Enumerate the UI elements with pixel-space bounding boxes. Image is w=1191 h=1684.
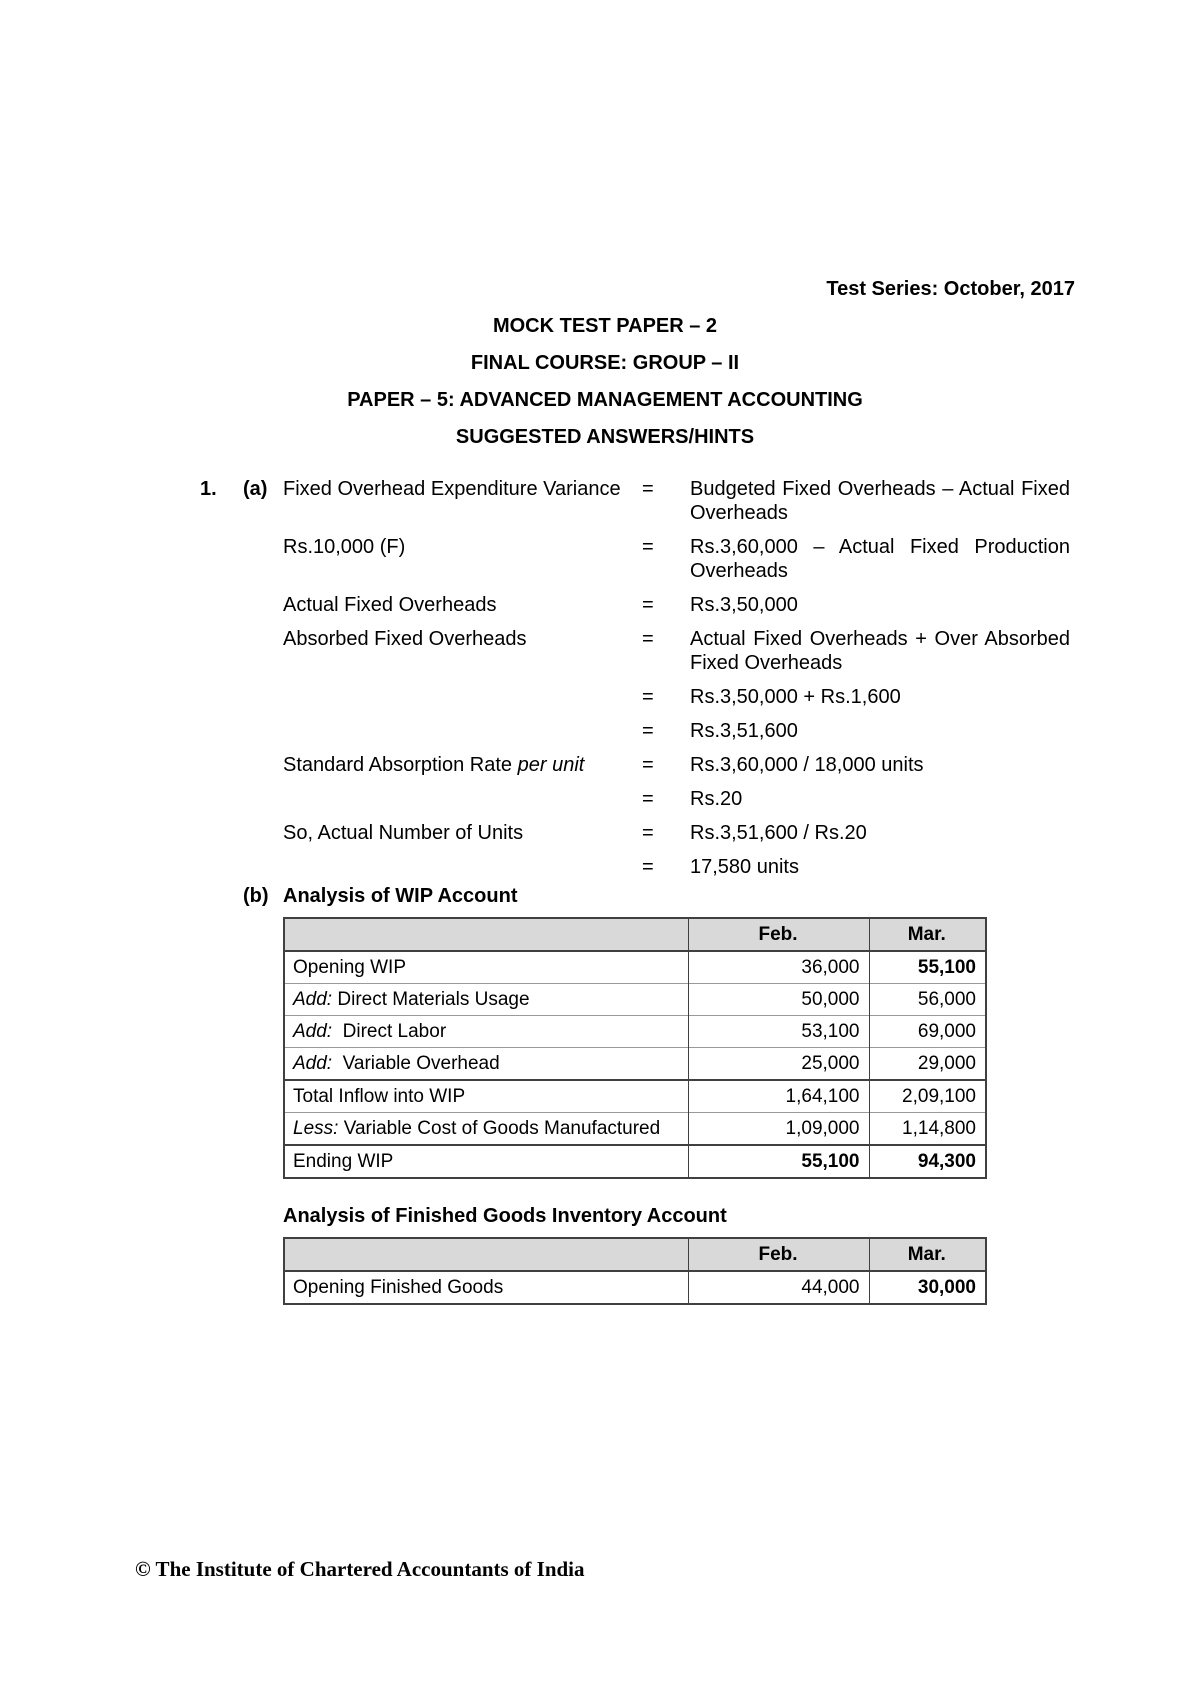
- equation-value: Rs.3,60,000 – Actual Fixed Production Overheads: [690, 536, 1070, 582]
- table-row: [284, 1271, 986, 1304]
- fg-table-title: Analysis of Finished Goods Inventory Account: [283, 1205, 727, 1227]
- mar-value: 1,14,800: [869, 1113, 986, 1146]
- column-header-mar: Mar.: [869, 1238, 986, 1271]
- equation-value: 17,580 units: [690, 856, 799, 878]
- equation-label: Actual Fixed Overheads: [283, 594, 497, 616]
- equation-label: [283, 855, 642, 879]
- equals-sign: =: [642, 754, 654, 776]
- equation-row: [283, 753, 1080, 777]
- table-row: [284, 984, 986, 1016]
- equation-label: Fixed Overhead Expenditure Variance: [283, 478, 621, 500]
- feb-value: 1,09,000: [688, 1113, 869, 1146]
- mar-value: 30,000: [869, 1271, 986, 1304]
- equals-sign: =: [642, 788, 654, 810]
- equals-sign: =: [642, 536, 654, 558]
- equation-row: [283, 627, 1080, 675]
- row-label: Less: Variable Cost of Goods Manufactured: [284, 1113, 688, 1146]
- mar-value: 94,300: [869, 1145, 986, 1178]
- mar-value: 69,000: [869, 1016, 986, 1048]
- row-label: Add: Direct Materials Usage: [284, 984, 688, 1016]
- equation-value: Budgeted Fixed Overheads – Actual Fixed Overheads: [690, 478, 1070, 524]
- feb-value: 53,100: [688, 1016, 869, 1048]
- equation-label: Absorbed Fixed Overheads: [283, 628, 527, 650]
- table-header-row: [284, 1238, 986, 1271]
- row-label: Total Inflow into WIP: [284, 1080, 688, 1113]
- equation-value: Rs.3,50,000: [690, 594, 798, 616]
- row-label: Opening WIP: [284, 951, 688, 984]
- part-a-label: (a): [243, 478, 268, 500]
- row-label: Add: Direct Labor: [284, 1016, 688, 1048]
- feb-value: 44,000: [688, 1271, 869, 1304]
- equals-sign: =: [642, 720, 654, 742]
- test-series-label: Test Series: October, 2017: [826, 278, 1075, 300]
- equation-label: [283, 685, 642, 709]
- column-header-desc: [284, 918, 688, 951]
- equation-label: So, Actual Number of Units: [283, 822, 524, 844]
- equation-label: [283, 787, 642, 811]
- feb-value: 25,000: [688, 1048, 869, 1081]
- equation-row: [283, 593, 1080, 617]
- row-label: Ending WIP: [284, 1145, 688, 1178]
- equals-sign: =: [642, 594, 654, 616]
- equation-value: Rs.3,50,000 + Rs.1,600: [690, 686, 901, 708]
- feb-value: 1,64,100: [688, 1080, 869, 1113]
- table-row: [284, 1113, 986, 1146]
- table-header-row: [284, 918, 986, 951]
- equation-label: Standard Absorption Rate per unit: [283, 754, 585, 776]
- mar-value: 2,09,100: [869, 1080, 986, 1113]
- document-titles: [135, 314, 1075, 462]
- equation-row: [283, 477, 1080, 525]
- feb-value: 50,000: [688, 984, 869, 1016]
- course-title: FINAL COURSE: GROUP – II: [470, 352, 740, 374]
- equation-row: [283, 855, 1080, 879]
- row-label: Add: Variable Overhead: [284, 1048, 688, 1081]
- equation-row: [283, 719, 1080, 743]
- table-row: [284, 1145, 986, 1178]
- equation-label: Rs.10,000 (F): [283, 536, 406, 558]
- equals-sign: =: [642, 686, 654, 708]
- mar-value: 29,000: [869, 1048, 986, 1081]
- column-header-desc: [284, 1238, 688, 1271]
- answers-heading: SUGGESTED ANSWERS/HINTS: [455, 426, 755, 448]
- equation-row: [283, 535, 1080, 583]
- mar-value: 56,000: [869, 984, 986, 1016]
- column-header-feb: Feb.: [688, 1238, 869, 1271]
- equation-value: Rs.20: [690, 788, 743, 810]
- equals-sign: =: [642, 822, 654, 844]
- table-row: [284, 1048, 986, 1081]
- table-row: [284, 1016, 986, 1048]
- equation-row: [283, 787, 1080, 811]
- question-number: 1.: [200, 478, 217, 500]
- equals-sign: =: [642, 628, 654, 650]
- wip-table: [283, 917, 987, 1179]
- copyright-footer: © The Institute of Chartered Accountants of India: [135, 1557, 585, 1581]
- equation-value: Rs.3,51,600 / Rs.20: [690, 822, 867, 844]
- equation-value: Rs.3,51,600: [690, 720, 798, 742]
- table-row: [284, 951, 986, 984]
- answer-section-1b: [243, 884, 1083, 1307]
- table-row: [284, 1080, 986, 1113]
- part-b-label: (b): [243, 885, 269, 907]
- column-header-feb: Feb.: [688, 918, 869, 951]
- equation-row: [283, 821, 1080, 845]
- mock-test-title: MOCK TEST PAPER – 2: [492, 315, 718, 337]
- equation-value: Actual Fixed Overheads + Over Absorbed Fixed Overheads: [690, 628, 1070, 674]
- row-label: Opening Finished Goods: [284, 1271, 688, 1304]
- wip-table-title: Analysis of WIP Account: [283, 885, 518, 907]
- equals-sign: =: [642, 478, 654, 500]
- mar-value: 55,100: [869, 951, 986, 984]
- paper-title: PAPER – 5: ADVANCED MANAGEMENT ACCOUNTING: [347, 389, 863, 411]
- column-header-mar: Mar.: [869, 918, 986, 951]
- equation-block: [283, 477, 1080, 879]
- equation-row: [283, 685, 1080, 709]
- feb-value: 36,000: [688, 951, 869, 984]
- equation-label: [283, 719, 642, 743]
- equation-value: Rs.3,60,000 / 18,000 units: [690, 754, 924, 776]
- answer-section-1a: [200, 477, 1080, 889]
- equals-sign: =: [642, 856, 654, 878]
- finished-goods-table: [283, 1237, 987, 1305]
- feb-value: 55,100: [688, 1145, 869, 1178]
